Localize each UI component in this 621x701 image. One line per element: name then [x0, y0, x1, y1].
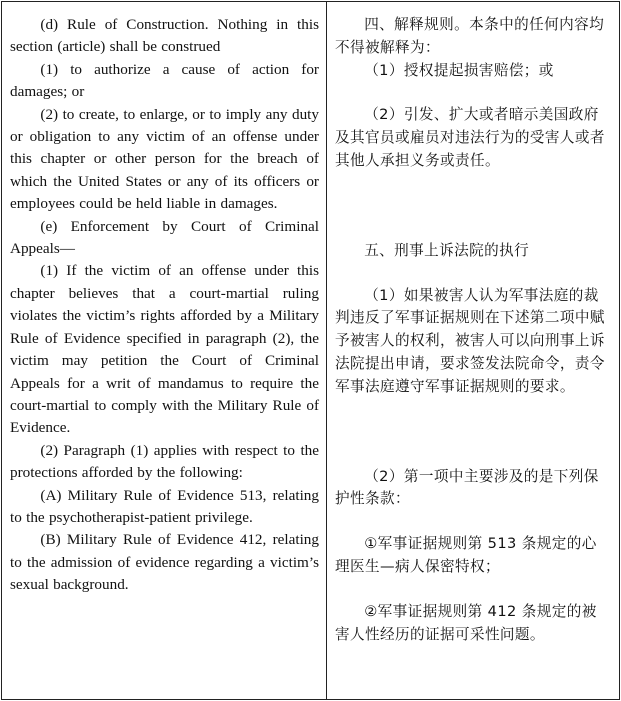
en-item-d1: (1) to authorize a cause of action for damages; or — [10, 60, 319, 101]
en-item-e1: (1) If the victim of an offense under this chapter believes that a court-martial ruling violates the victim’s rights afforded by a Military Rule of Evidence specified in paragraph (2), the victim may petition the Court of Criminal Appeals for a writ of mandamus to require the court-martial to comply with the Military Rule of Evidence. — [10, 262, 319, 437]
zh-item-1: （1）授权提起损害赔偿；或 — [364, 61, 554, 79]
en-enforcement-heading: (e) Enforcement by Court of Criminal Appeals— — [10, 217, 319, 258]
column-divider — [326, 1, 327, 700]
en-item-a: (A) Military Rule of Evidence 513, relating to the psychotherapist-patient privilege. — [10, 486, 319, 526]
en-rule-of-construction: (d) Rule of Construction. Nothing in this section (article) shall be construed — [10, 16, 319, 56]
en-item-e2: (2) Paragraph (1) applies with respect to the protections afforded by the following: — [10, 441, 319, 482]
zh-enforcement-heading: 五、刑事上诉法院的执行 — [364, 241, 530, 259]
chinese-column — [335, 14, 611, 646]
zh-item-e2: （2）第一项中主要涉及的是下列保护性条款： — [335, 467, 599, 508]
zh-item-2: （2）引发、扩大或者暗示美国政府及其官员或雇员对违法行为的受害人或者其他人承担义务或责任。 — [335, 106, 605, 169]
english-column — [10, 14, 319, 597]
zh-rule-of-construction: 四、解释规则。本条中的任何内容均不得被解释为： — [335, 16, 605, 56]
en-item-b: (B) Military Rule of Evidence 412, relating to the admission of evidence regarding a victim’s sexual background. — [10, 531, 319, 594]
en-item-d2: (2) to create, to enlarge, or to imply any duty or obligation to any victim of an offense under this chapter or other person for the breach of which the United States or any of its officers or employees could be held liable in damages. — [10, 105, 319, 213]
zh-item-b: ②军事证据规则第 412 条规定的被害人性经历的证据可采性问题。 — [335, 602, 597, 643]
zh-item-e1: （1）如果被害人认为军事法庭的裁判违反了军事证据规则在下述第二项中赋予被害人的权利，被害人可以向刑事上诉法院提出申请，要求签发法院命令，责令军事法庭遵守军事证据规则的要求。 — [335, 286, 605, 395]
zh-item-a: ①军事证据规则第 513 条规定的心理医生—病人保密特权； — [335, 535, 597, 575]
